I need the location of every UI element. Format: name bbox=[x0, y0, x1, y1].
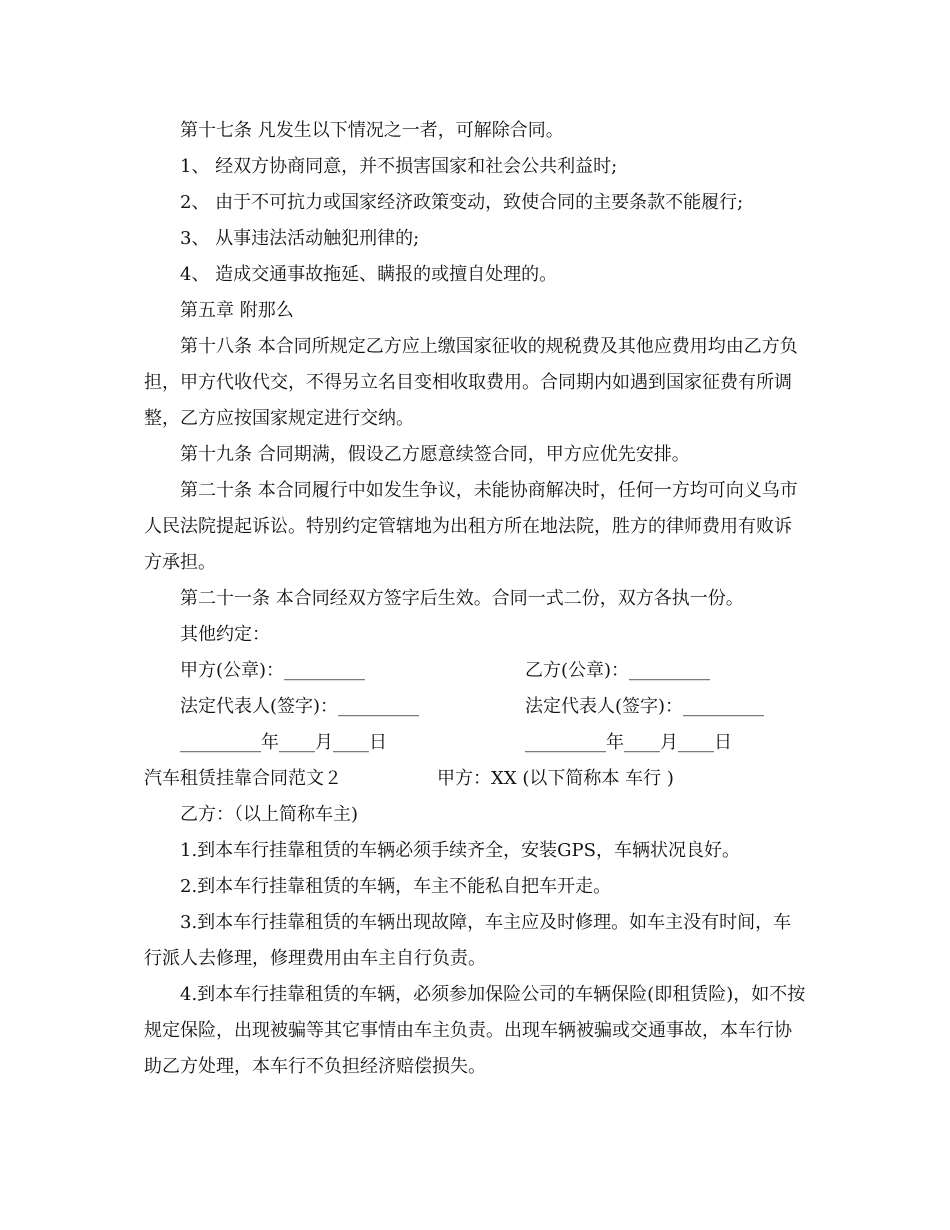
article-17-item-2: 2、 由于不可抗力或国家经济政策变动，致使合同的主要条款不能履行; bbox=[180, 192, 744, 213]
party-a-representative: 法定代表人(签字)：_________ bbox=[180, 696, 420, 717]
article-21: 第二十一条 本合同经双方签字后生效。合同一式二份，双方各执一份。 bbox=[180, 588, 744, 609]
sample-2-clause-4: 4.到本车行挂靠租赁的车辆，必须参加保险公司的车辆保险(即租赁险)，如不按规定保险，出现被骗等其它事情由车主负责。出现车辆被骗或交通事故，本车行协助乙方处理，本车行不负担经济赔偿损失。 bbox=[144, 984, 806, 1077]
party-a-seal: 甲方(公章)：_________ bbox=[180, 660, 366, 681]
signature-row-rep bbox=[144, 689, 808, 725]
signature-row-seal bbox=[144, 653, 808, 689]
party-a-date: _________年____月____日 bbox=[180, 732, 387, 753]
article-17-heading: 第十七条 凡发生以下情况之一者，可解除合同。 bbox=[180, 120, 564, 141]
article-19: 第十九条 合同期满，假设乙方愿意续签合同，甲方应优先安排。 bbox=[180, 444, 690, 465]
sample-2-clause-3: 3.到本车行挂靠租赁的车辆出现故障，车主应及时修理。如车主没有时间，车行派人去修理，修理费用由车主自行负责。 bbox=[144, 912, 792, 969]
article-17-item-4: 4、 造成交通事故拖延、瞒报的或擅自处理的。 bbox=[180, 264, 558, 285]
article-20: 第二十条 本合同履行中如发生争议，未能协商解决时，任何一方均可向义乌市人民法院提起诉讼。特别约定管辖地为出租方所在地法院，胜方的律师费用有败诉方承担。 bbox=[144, 480, 798, 573]
chapter-5-heading: 第五章 附那么 bbox=[180, 300, 294, 321]
sample-2-header bbox=[144, 761, 808, 797]
sample-2-title: 汽车租赁挂靠合同范文２ bbox=[144, 768, 342, 789]
sample-2-party-a: 甲方：XX (以下简称本 车行 ) bbox=[437, 768, 674, 789]
party-b-representative: 法定代表人(签字)：_________ bbox=[525, 696, 765, 717]
other-agreements: 其他约定： bbox=[180, 624, 270, 645]
signature-row-date bbox=[144, 725, 808, 761]
article-17-item-3: 3、 从事违法活动触犯刑律的; bbox=[180, 228, 420, 249]
article-18: 第十八条 本合同所规定乙方应上缴国家征收的规税费及其他应费用均由乙方负担，甲方代收代交，不得另立名目变相收取费用。合同期内如遇到国家征费有所调整，乙方应按国家规定进行交纳。 bbox=[144, 336, 798, 429]
article-17-item-1: 1、 经双方协商同意，并不损害国家和社会公共利益时; bbox=[180, 156, 618, 177]
sample-2-clause-2: 2.到本车行挂靠租赁的车辆，车主不能私自把车开走。 bbox=[180, 876, 612, 897]
sample-2-party-b: 乙方：（以上简称车主) bbox=[180, 804, 359, 825]
document-body bbox=[144, 113, 808, 1085]
party-b-date: _________年____月____日 bbox=[525, 732, 732, 753]
sample-2-clause-1: 1.到本车行挂靠租赁的车辆必须手续齐全，安装GPS，车辆状况良好。 bbox=[180, 840, 740, 861]
party-b-seal: 乙方(公章)：_________ bbox=[525, 660, 711, 681]
